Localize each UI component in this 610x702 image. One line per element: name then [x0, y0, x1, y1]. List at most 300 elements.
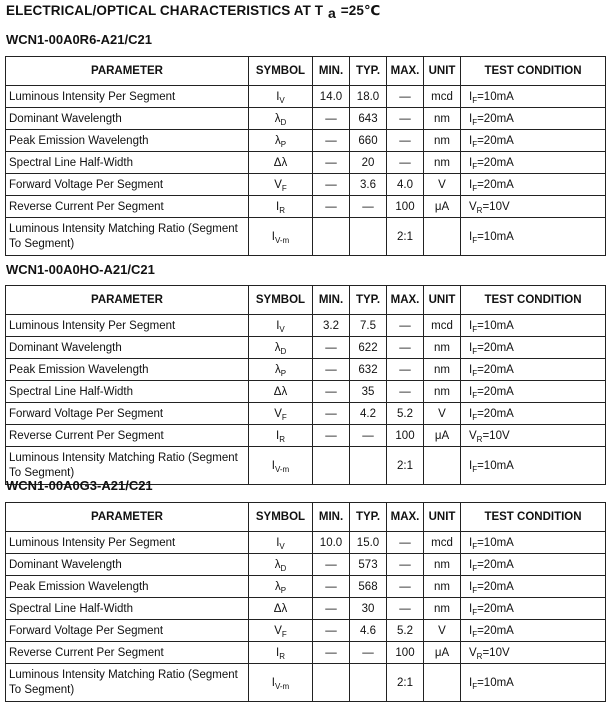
cell-unit: nm [424, 359, 461, 381]
condition-value: =20mA [477, 363, 514, 376]
symbol-main: V [274, 624, 282, 637]
symbol-subscript: V [279, 95, 285, 105]
cell-test-condition [461, 554, 606, 576]
cell-test-condition [461, 403, 606, 425]
cell-typ [350, 447, 387, 485]
symbol-main: I [276, 200, 280, 213]
cell-unit [424, 218, 461, 256]
cell-symbol [249, 315, 313, 337]
table-row [6, 315, 606, 337]
condition-value: =10V [482, 200, 510, 213]
cell-symbol [249, 152, 313, 174]
cell-parameter: Reverse Current Per Segment [6, 196, 249, 218]
cell-min: — [313, 337, 350, 359]
cell-test-condition [461, 315, 606, 337]
spec-table [5, 502, 606, 702]
condition-value: =20mA [477, 341, 514, 354]
symbol-subscript: V-m [274, 681, 290, 691]
header-min: MIN. [313, 57, 350, 86]
condition-value: =20mA [477, 156, 514, 169]
symbol-subscript: R [279, 651, 285, 661]
symbol-main: λ [274, 112, 281, 125]
cell-max: 2:1 [387, 664, 424, 702]
symbol-main: Δλ [273, 385, 288, 398]
cell-max: 2:1 [387, 447, 424, 485]
condition-subscript: F [472, 324, 478, 334]
condition-main: I [469, 459, 473, 472]
symbol-main: I [276, 319, 280, 332]
header-symbol: SYMBOL [249, 503, 313, 532]
cell-max: 5.2 [387, 620, 424, 642]
cell-min: — [313, 425, 350, 447]
header-typ: TYP. [350, 503, 387, 532]
cell-min: — [313, 381, 350, 403]
condition-main: I [469, 341, 473, 354]
condition-subscript: F [472, 161, 478, 171]
condition-subscript: F [472, 346, 478, 356]
cell-parameter: Luminous Intensity Matching Ratio (Segment To Segment) [6, 218, 249, 256]
header-parameter: PARAMETER [6, 57, 249, 86]
page-title-suffix: =25℃ [340, 3, 381, 18]
condition-value: =10mA [477, 459, 514, 472]
condition-subscript: F [472, 95, 478, 105]
cell-symbol [249, 554, 313, 576]
table-row [6, 664, 606, 702]
cell-unit [424, 664, 461, 702]
cell-min [313, 447, 350, 485]
symbol-main: Δλ [273, 156, 288, 169]
symbol-main: λ [274, 134, 281, 147]
cell-symbol [249, 359, 313, 381]
condition-value: =10V [482, 646, 510, 659]
cell-max: 100 [387, 642, 424, 664]
cell-parameter: Reverse Current Per Segment [6, 425, 249, 447]
cell-test-condition [461, 108, 606, 130]
cell-test-condition [461, 642, 606, 664]
condition-main: I [469, 407, 473, 420]
cell-max: 100 [387, 196, 424, 218]
table-row [6, 425, 606, 447]
cell-parameter: Forward Voltage Per Segment [6, 403, 249, 425]
cell-test-condition [461, 447, 606, 485]
header-symbol: SYMBOL [249, 57, 313, 86]
header-typ: TYP. [350, 286, 387, 315]
cell-parameter: Peak Emission Wavelength [6, 359, 249, 381]
cell-parameter: Spectral Line Half-Width [6, 381, 249, 403]
cell-min: 14.0 [313, 86, 350, 108]
condition-main: I [469, 230, 473, 243]
cell-max: — [387, 130, 424, 152]
table-row [6, 130, 606, 152]
cell-test-condition [461, 359, 606, 381]
cell-typ: 30 [350, 598, 387, 620]
cell-unit: mcd [424, 532, 461, 554]
cell-parameter: Spectral Line Half-Width [6, 598, 249, 620]
condition-subscript: R [476, 205, 483, 215]
cell-symbol [249, 642, 313, 664]
table-row [6, 218, 606, 256]
cell-typ: 15.0 [350, 532, 387, 554]
cell-test-condition [461, 598, 606, 620]
cell-typ [350, 664, 387, 702]
symbol-main: I [276, 646, 280, 659]
condition-main: I [469, 90, 473, 103]
condition-subscript: F [472, 235, 478, 245]
symbol-subscript: F [281, 629, 287, 639]
table-row [6, 403, 606, 425]
cell-parameter: Spectral Line Half-Width [6, 152, 249, 174]
symbol-main: λ [274, 363, 281, 376]
cell-test-condition [461, 130, 606, 152]
page-title-prefix: ELECTRICAL/OPTICAL CHARACTERISTICS AT T [6, 3, 324, 18]
symbol-subscript: P [280, 585, 287, 595]
symbol-main: I [276, 429, 280, 442]
cell-parameter: Dominant Wavelength [6, 337, 249, 359]
cell-min: — [313, 359, 350, 381]
cell-unit: nm [424, 598, 461, 620]
condition-value: =20mA [477, 580, 514, 593]
cell-min: — [313, 196, 350, 218]
symbol-main: V [274, 178, 282, 191]
symbol-main: V [274, 407, 282, 420]
cell-unit: V [424, 620, 461, 642]
header-max: MAX. [387, 503, 424, 532]
cell-min: — [313, 152, 350, 174]
cell-symbol [249, 174, 313, 196]
cell-typ: 632 [350, 359, 387, 381]
cell-max: 5.2 [387, 403, 424, 425]
cell-typ: 622 [350, 337, 387, 359]
cell-unit: nm [424, 130, 461, 152]
condition-subscript: F [472, 464, 478, 474]
cell-typ: — [350, 196, 387, 218]
condition-value: =20mA [477, 624, 514, 637]
header-test-condition: TEST CONDITION [461, 57, 606, 86]
table-header-row [6, 286, 606, 315]
cell-min [313, 664, 350, 702]
cell-test-condition [461, 576, 606, 598]
symbol-subscript: P [280, 368, 287, 378]
condition-subscript: R [476, 434, 483, 444]
cell-test-condition [461, 337, 606, 359]
cell-unit: nm [424, 554, 461, 576]
cell-max: — [387, 359, 424, 381]
cell-max: — [387, 337, 424, 359]
cell-min: — [313, 598, 350, 620]
cell-test-condition [461, 152, 606, 174]
condition-subscript: F [472, 183, 478, 193]
header-max: MAX. [387, 286, 424, 315]
cell-symbol [249, 447, 313, 485]
cell-min: — [313, 642, 350, 664]
header-max: MAX. [387, 57, 424, 86]
symbol-main: I [271, 230, 275, 243]
cell-max: — [387, 86, 424, 108]
page-title [6, 2, 380, 19]
cell-symbol [249, 620, 313, 642]
symbol-subscript: V [279, 541, 285, 551]
cell-symbol [249, 381, 313, 403]
cell-unit: nm [424, 108, 461, 130]
cell-parameter: Peak Emission Wavelength [6, 576, 249, 598]
cell-typ: 4.6 [350, 620, 387, 642]
condition-subscript: F [472, 117, 478, 127]
symbol-subscript: R [279, 205, 285, 215]
condition-main: I [469, 112, 473, 125]
cell-parameter: Reverse Current Per Segment [6, 642, 249, 664]
cell-min: — [313, 130, 350, 152]
cell-parameter: Forward Voltage Per Segment [6, 620, 249, 642]
cell-parameter: Luminous Intensity Per Segment [6, 532, 249, 554]
header-min: MIN. [313, 503, 350, 532]
cell-typ: — [350, 425, 387, 447]
cell-max: — [387, 598, 424, 620]
cell-symbol [249, 86, 313, 108]
symbol-main: λ [274, 341, 281, 354]
cell-test-condition [461, 174, 606, 196]
cell-min [313, 218, 350, 256]
condition-subscript: F [472, 139, 478, 149]
cell-unit: nm [424, 337, 461, 359]
cell-test-condition [461, 532, 606, 554]
spec-table [5, 56, 606, 256]
table-row [6, 642, 606, 664]
condition-subscript: F [472, 607, 478, 617]
header-test-condition: TEST CONDITION [461, 286, 606, 315]
table-row [6, 152, 606, 174]
condition-main: I [469, 134, 473, 147]
cell-test-condition [461, 86, 606, 108]
cell-symbol [249, 196, 313, 218]
symbol-main: I [271, 459, 275, 472]
cell-typ: 643 [350, 108, 387, 130]
cell-max: — [387, 152, 424, 174]
header-symbol: SYMBOL [249, 286, 313, 315]
section-title: WCN1-00A0G3-A21/C21 [6, 478, 153, 493]
condition-subscript: F [472, 541, 478, 551]
condition-value: =20mA [477, 558, 514, 571]
condition-value: =20mA [477, 407, 514, 420]
header-min: MIN. [313, 286, 350, 315]
cell-test-condition [461, 381, 606, 403]
cell-typ: — [350, 642, 387, 664]
condition-main: I [469, 580, 473, 593]
cell-typ: 660 [350, 130, 387, 152]
table-row [6, 108, 606, 130]
cell-test-condition [461, 196, 606, 218]
cell-max: 2:1 [387, 218, 424, 256]
cell-max: — [387, 576, 424, 598]
condition-main: I [469, 536, 473, 549]
cell-unit: mcd [424, 315, 461, 337]
cell-typ: 568 [350, 576, 387, 598]
condition-main: I [469, 558, 473, 571]
symbol-subscript: F [281, 183, 287, 193]
condition-subscript: F [472, 412, 478, 422]
symbol-main: I [271, 676, 275, 689]
table-row [6, 174, 606, 196]
cell-symbol [249, 403, 313, 425]
cell-typ: 18.0 [350, 86, 387, 108]
header-unit: UNIT [424, 286, 461, 315]
cell-min: 3.2 [313, 315, 350, 337]
condition-subscript: F [472, 585, 478, 595]
condition-value: =20mA [477, 602, 514, 615]
condition-main: V [469, 646, 477, 659]
condition-main: V [469, 200, 477, 213]
condition-main: I [469, 319, 473, 332]
table-row [6, 598, 606, 620]
condition-value: =10mA [477, 90, 514, 103]
table-row [6, 86, 606, 108]
cell-parameter: Luminous Intensity Per Segment [6, 86, 249, 108]
cell-unit: μA [424, 196, 461, 218]
cell-min: — [313, 620, 350, 642]
condition-subscript: F [472, 390, 478, 400]
table-row [6, 532, 606, 554]
cell-unit: nm [424, 152, 461, 174]
cell-max: 100 [387, 425, 424, 447]
cell-unit: nm [424, 576, 461, 598]
cell-unit: V [424, 403, 461, 425]
condition-subscript: F [472, 368, 478, 378]
condition-subscript: F [472, 563, 478, 573]
condition-subscript: F [472, 681, 478, 691]
cell-symbol [249, 218, 313, 256]
condition-value: =10mA [477, 676, 514, 689]
table-header-row [6, 503, 606, 532]
cell-max: — [387, 315, 424, 337]
symbol-subscript: V-m [274, 235, 290, 245]
cell-test-condition [461, 620, 606, 642]
cell-symbol [249, 576, 313, 598]
symbol-subscript: F [281, 412, 287, 422]
header-parameter: PARAMETER [6, 503, 249, 532]
symbol-subscript: R [279, 434, 285, 444]
cell-max: — [387, 108, 424, 130]
cell-min: — [313, 174, 350, 196]
cell-symbol [249, 664, 313, 702]
cell-min: — [313, 403, 350, 425]
cell-test-condition [461, 425, 606, 447]
cell-unit [424, 447, 461, 485]
cell-symbol [249, 532, 313, 554]
header-parameter: PARAMETER [6, 286, 249, 315]
cell-typ: 20 [350, 152, 387, 174]
symbol-subscript: D [280, 563, 287, 573]
section-title: WCN1-00A0HO-A21/C21 [6, 262, 155, 277]
cell-test-condition [461, 664, 606, 702]
condition-main: I [469, 363, 473, 376]
cell-parameter: Dominant Wavelength [6, 108, 249, 130]
symbol-subscript: D [280, 117, 287, 127]
symbol-subscript: D [280, 346, 287, 356]
cell-max: — [387, 381, 424, 403]
symbol-subscript: V [279, 324, 285, 334]
cell-parameter: Luminous Intensity Per Segment [6, 315, 249, 337]
symbol-main: λ [274, 558, 281, 571]
cell-symbol [249, 598, 313, 620]
condition-value: =20mA [477, 178, 514, 191]
condition-subscript: R [476, 651, 483, 661]
cell-parameter: Luminous Intensity Matching Ratio (Segment To Segment) [6, 447, 249, 485]
condition-main: I [469, 624, 473, 637]
cell-symbol [249, 425, 313, 447]
symbol-main: Δλ [273, 602, 288, 615]
cell-typ [350, 218, 387, 256]
spec-table [5, 285, 606, 485]
condition-value: =10V [482, 429, 510, 442]
header-unit: UNIT [424, 503, 461, 532]
condition-value: =20mA [477, 385, 514, 398]
table-row [6, 381, 606, 403]
section-title: WCN1-00A0R6-A21/C21 [6, 32, 152, 47]
page-title-subscript: a [328, 5, 336, 21]
cell-unit: μA [424, 642, 461, 664]
header-unit: UNIT [424, 57, 461, 86]
cell-typ: 4.2 [350, 403, 387, 425]
condition-main: I [469, 178, 473, 191]
cell-min: 10.0 [313, 532, 350, 554]
table-row [6, 196, 606, 218]
condition-value: =20mA [477, 112, 514, 125]
condition-value: =10mA [477, 536, 514, 549]
cell-min: — [313, 554, 350, 576]
header-test-condition: TEST CONDITION [461, 503, 606, 532]
condition-main: V [469, 429, 477, 442]
table-row [6, 337, 606, 359]
condition-subscript: F [472, 629, 478, 639]
condition-value: =10mA [477, 319, 514, 332]
cell-max: — [387, 554, 424, 576]
symbol-subscript: V-m [274, 464, 290, 474]
condition-value: =20mA [477, 134, 514, 147]
cell-parameter: Forward Voltage Per Segment [6, 174, 249, 196]
cell-typ: 3.6 [350, 174, 387, 196]
table-row [6, 620, 606, 642]
symbol-main: λ [274, 580, 281, 593]
cell-parameter: Luminous Intensity Matching Ratio (Segment To Segment) [6, 664, 249, 702]
cell-typ: 35 [350, 381, 387, 403]
cell-symbol [249, 108, 313, 130]
cell-parameter: Peak Emission Wavelength [6, 130, 249, 152]
condition-main: I [469, 602, 473, 615]
table-row [6, 554, 606, 576]
symbol-main: I [276, 536, 280, 549]
cell-unit: μA [424, 425, 461, 447]
symbol-subscript: P [280, 139, 287, 149]
cell-parameter: Dominant Wavelength [6, 554, 249, 576]
symbol-main: I [276, 90, 280, 103]
cell-symbol [249, 130, 313, 152]
cell-symbol [249, 337, 313, 359]
condition-main: I [469, 385, 473, 398]
cell-unit: nm [424, 381, 461, 403]
cell-test-condition [461, 218, 606, 256]
cell-min: — [313, 108, 350, 130]
cell-max: 4.0 [387, 174, 424, 196]
table-header-row [6, 57, 606, 86]
cell-unit: mcd [424, 86, 461, 108]
cell-typ: 573 [350, 554, 387, 576]
cell-unit: V [424, 174, 461, 196]
table-row [6, 359, 606, 381]
condition-main: I [469, 676, 473, 689]
condition-value: =10mA [477, 230, 514, 243]
cell-max: — [387, 532, 424, 554]
condition-main: I [469, 156, 473, 169]
header-typ: TYP. [350, 57, 387, 86]
